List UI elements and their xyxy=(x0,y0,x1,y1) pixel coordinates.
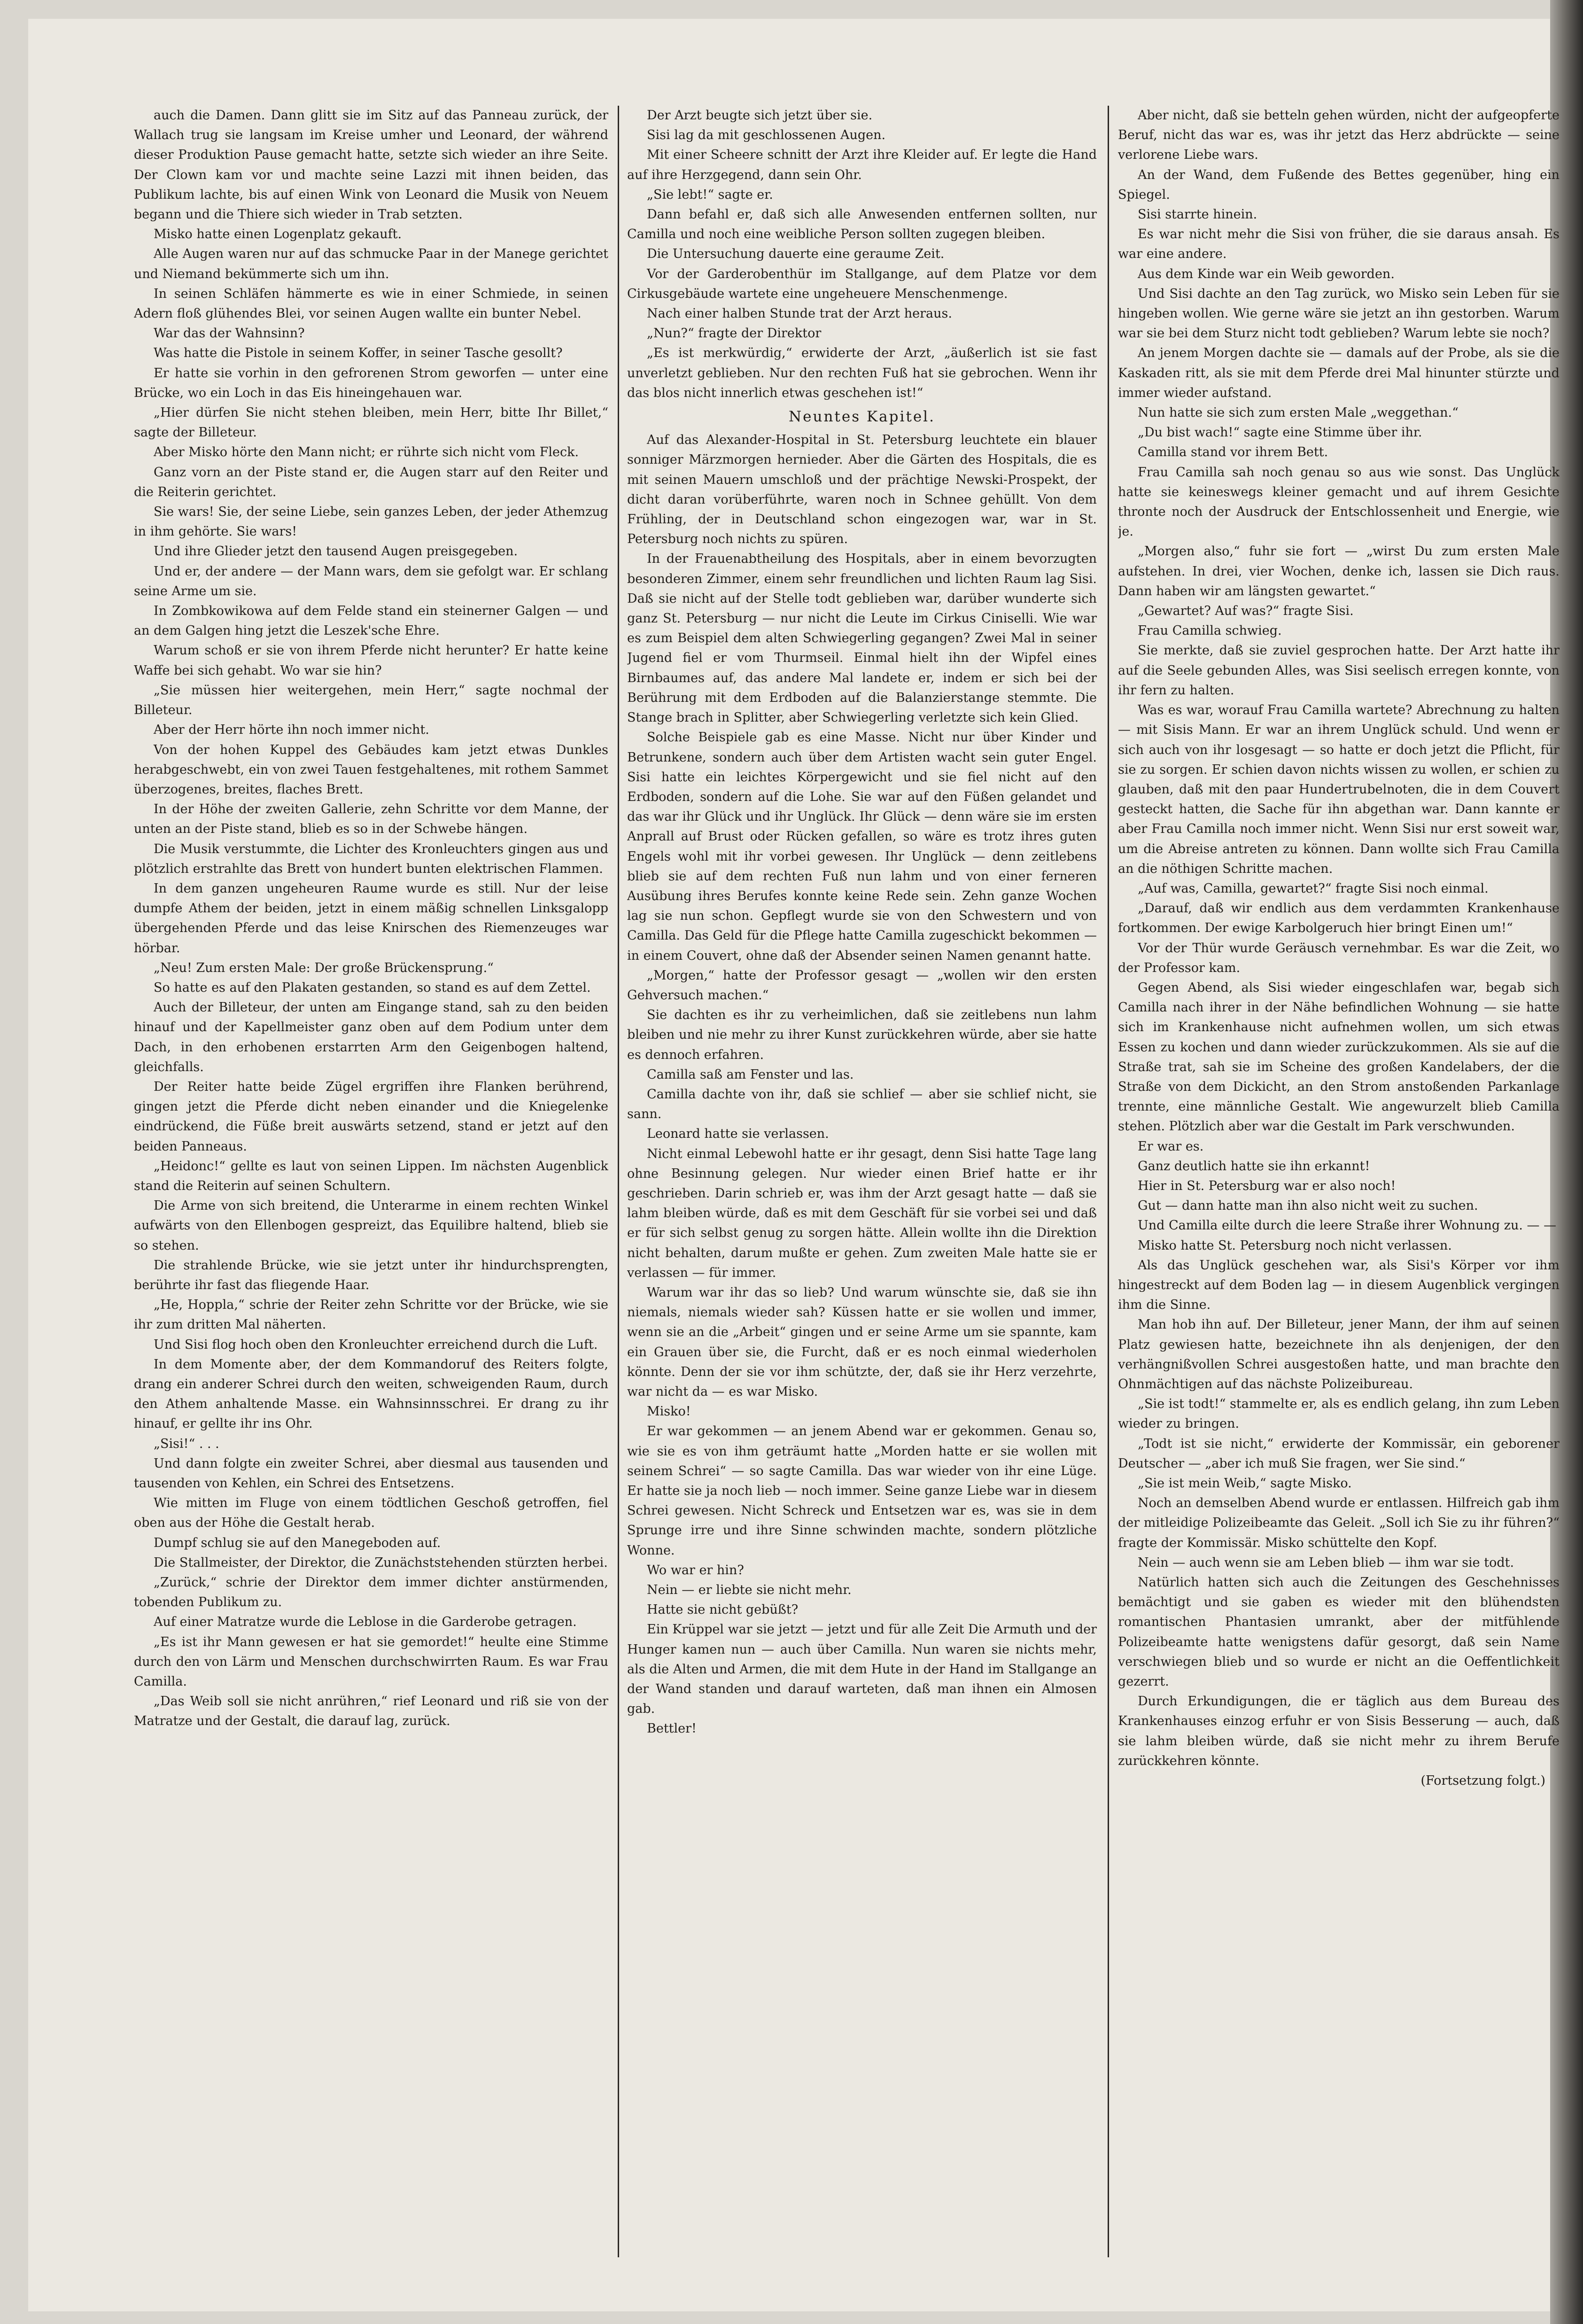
paragraph: Sie wars! Sie, der seine Liebe, sein ganzes Leben, der jeder Athemzug in ihm gehörte. Sie wars! xyxy=(134,505,608,539)
paragraph: Was es war, worauf Frau Camilla wartete? Abrechnung zu halten — mit Sisis Mann. Er war an ihrem Unglück schuld. Und wenn er sich auch von ihr losgesagt — so hatte er doch jetzt die Pflicht, für sie zu sorgen. Er schien davon nichts wissen zu wollen, er schien zu glauben, daß mit den paar Hundertrubelnoten, die in dem Couvert gesteckt hatten, die Sache für ihn abgethan war. Dann kannte er aber Frau Camilla noch immer nicht. Wenn Sisi nur erst soweit war, um die Abreise antreten zu können. Dann wollte sich Frau Camilla an die nöthigen Schritte machen. xyxy=(1118,703,1560,876)
column-2-doctor-section xyxy=(627,106,1097,403)
paragraph: Leonard hatte sie verlassen. xyxy=(647,1127,829,1142)
paragraph: „Es ist ihr Mann gewesen er hat sie gemordet!“ heulte eine Stimme durch den von Lärm und Menschen durchschwirrten Raum. Es war Frau Camilla. xyxy=(134,1634,608,1689)
paragraph: Hatte sie nicht gebüßt? xyxy=(647,1602,799,1617)
paragraph: „Sie müssen hier weitergehen, mein Herr,“ sagte nochmal der Billeteur. xyxy=(134,683,608,718)
paragraph: Vor der Thür wurde Geräusch vernehmbar. Es war die Zeit, wo der Professor kam. xyxy=(1118,940,1560,975)
paragraph: Gegen Abend, als Sisi wieder eingeschlafen war, begab sich Camilla nach ihrer in der Nähe befindlichen Wohnung — sie hatte sich im Krankenhause nicht aufnehmen wollen, um sich etwas Essen zu kochen und dann wieder zurückzukommen. Als sie auf die Straße trat, sah sie im Scheine des großen Kandelabers, der die Straße von dem Dickicht, an den Strom anstoßenden Parkanlage trennte, eine männliche Gestalt. Wie angewurzelt blieb Camilla stehen. Plötzlich aber war die Gestalt im Park verschwunden. xyxy=(1118,980,1560,1134)
paragraph: „Du bist wach!“ sagte eine Stimme über ihr. xyxy=(1138,425,1422,440)
paragraph: „He, Hoppla,“ schrie der Reiter zehn Schritte vor der Brücke, wie sie ihr zum dritten Mal näherten. xyxy=(134,1298,608,1332)
column-rule-2 xyxy=(1108,106,1109,2257)
paragraph: Man hob ihn auf. Der Billeteur, jener Mann, der ihm auf seinen Platz gewiesen hatte, bezeichnete ihn als denjenigen, der den verhängnißvollen Schrei ausgestoßen hatte, und man brachte den Ohnmächtigen auf das nächste Polizeibureau. xyxy=(1118,1317,1560,1391)
paragraph: Was hatte die Pistole in seinem Koffer, in seiner Tasche gesollt? xyxy=(154,346,563,361)
paragraph: „Zurück,“ schrie der Direktor dem immer dichter anstürmenden, tobenden Publikum zu. xyxy=(134,1575,608,1610)
paragraph: Die Untersuchung dauerte eine geraume Zeit. xyxy=(647,247,945,262)
paragraph: Solche Beispiele gab es eine Masse. Nicht nur über Kinder und Betrunkene, sondern auch über dem Artisten wacht sein guter Engel. Sisi hatte ein leichtes Körpergewicht und sie fiel nicht auf den Erdboden, sondern auf die Lohe. Sie war auf den Füßen gelandet und das war ihr Glück und ihr Unglück. Ihr Glück — denn wäre sie im ersten Anprall auf Brust oder Rücken gefallen, so wäre es trotz ihres guten Engels wohl mit ihr vorbei gewesen. Ihr Unglück — denn zeitlebens blieb sie auf dem rechten Fuß nun lahm und von einer ferneren Ausübung ihres Berufes konnte keine Rede sein. Zehn ganze Wochen lag sie nun schon. Gepflegt wurde sie von den Schwestern und von Camilla. Das Geld für die Pflege hatte Camilla zugeschickt bekommen — in einem Couvert, ohne daß der Absender seinen Namen genannt hatte. xyxy=(627,730,1097,963)
paragraph: Camilla saß am Fenster und las. xyxy=(647,1067,854,1082)
chapter-heading: Neuntes Kapitel. xyxy=(789,408,935,426)
paragraph: Und ihre Glieder jetzt den tausend Augen preisgegeben. xyxy=(154,544,518,559)
paragraph: Dann befahl er, daß sich alle Anwesenden entfernen sollten, nur Camilla und noch eine weibliche Person sollten zugegen bleiben. xyxy=(627,207,1097,242)
paragraph: „Sisi!“ . . . xyxy=(154,1436,219,1451)
paragraph: „Morgen also,“ fuhr sie fort — „wirst Du zum ersten Male aufstehen. In drei, vier Wochen, denke ich, lassen sie Dich raus. Dann haben wir am längsten gewartet.“ xyxy=(1118,544,1560,598)
paragraph: Sisi starrte hinein. xyxy=(1138,207,1257,222)
paragraph: Frau Camilla sah noch genau so aus wie sonst. Das Unglück hatte sie keineswegs kleiner gemacht und auf ihrem Gesichte thronte noch der Ausdruck der Entschlossenheit und Energie, wie je. xyxy=(1118,465,1560,539)
paragraph: Durch Erkundigungen, die er täglich aus dem Bureau des Krankenhauses einzog erfuhr er von Sisis Besserung — auch, daß sie lahm bleiben würde, daß sie nicht mehr zu ihrem Berufe zurückkehren könnte. xyxy=(1118,1694,1560,1768)
paragraph: Noch an demselben Abend wurde er entlassen. Hilfreich gab ihm der mitleidige Polizeibeamte das Geleit. „Soll ich Sie zu ihr führen?“ fragte der Kommissär. Misko schüttelte den Kopf. xyxy=(1118,1496,1560,1550)
paragraph: Aus dem Kinde war ein Weib geworden. xyxy=(1138,266,1395,281)
paragraph: Nun hatte sie sich zum ersten Male „weggethan.“ xyxy=(1138,405,1459,420)
paragraph: „Gewartet? Auf was?“ fragte Sisi. xyxy=(1138,604,1354,619)
paragraph: Vor der Garderobenthür im Stallgange, auf dem Platze vor dem Cirkusgebäude wartete eine ungeheuere Menschenmenge. xyxy=(627,266,1097,301)
paragraph: In seinen Schläfen hämmerte es wie in einer Schmiede, in seinen Adern floß glühendes Blei, vor seinen Augen wallte ein bunter Nebel. xyxy=(134,286,608,321)
paragraph: Die Musik verstummte, die Lichter des Kronleuchters gingen aus und plötzlich erstrahlte das Brett von hundert bunten elektrischen Flammen. xyxy=(134,841,608,876)
paragraph: Frau Camilla schwieg. xyxy=(1138,623,1282,638)
paragraph: Misko hatte einen Logenplatz gekauft. xyxy=(154,227,402,242)
paragraph: Die strahlende Brücke, wie sie jetzt unter ihr hindurchsprengten, berührte ihr fast das fliegende Haar. xyxy=(134,1258,608,1292)
paragraph: „Es ist merkwürdig,“ erwiderte der Arzt, „äußerlich ist sie fast unverletzt geblieben. Nur den rechten Fuß hat sie gebrochen. Wenn ihr das blos nicht innerlich etwas geschehen ist!“ xyxy=(627,346,1097,400)
paragraph: „Sie ist todt!“ stammelte er, als es endlich gelang, ihn zum Leben wieder zu bringen. xyxy=(1118,1397,1560,1431)
paragraph: Alle Augen waren nur auf das schmucke Paar in der Manege gerichtet und Niemand bekümmerte sich um ihn. xyxy=(134,247,608,281)
paragraph: „Sie lebt!“ sagte er. xyxy=(647,187,773,202)
paragraph: Wo war er hin? xyxy=(647,1562,744,1578)
paragraph: Er war es. xyxy=(1138,1139,1204,1154)
paragraph: In der Höhe der zweiten Gallerie, zehn Schritte vor dem Manne, der unten an der Piste stand, blieb es so in der Schwebe hängen. xyxy=(134,802,608,837)
paragraph: Aber nicht, daß sie betteln gehen würden, nicht der aufgeopferte Beruf, nicht das war es, was ihr jetzt das Herz abdrückte — seine verlorene Liebe wars. xyxy=(1118,108,1560,163)
paragraph: Sisi lag da mit geschlossenen Augen. xyxy=(647,128,886,143)
paragraph: Und Sisi flog hoch oben den Kronleuchter erreichend durch die Luft. xyxy=(154,1337,598,1352)
paragraph: Wie mitten im Fluge von einem tödtlichen Geschoß getroffen, fiel oben aus der Höhe die Gestalt herab. xyxy=(134,1496,608,1531)
column-3 xyxy=(1118,106,1560,2257)
column-2 xyxy=(627,106,1097,2257)
paragraph: „Neu! Zum ersten Male: Der große Brückensprung.“ xyxy=(154,960,494,975)
paragraph: Camilla dachte von ihr, daß sie schlief — aber sie schlief nicht, sie sann. xyxy=(627,1087,1097,1122)
text-columns xyxy=(134,106,1560,2257)
paragraph: Und dann folgte ein zweiter Schrei, aber diesmal aus tausenden und tausenden von Kehlen, ein Schrei des Entsetzens. xyxy=(134,1456,608,1491)
paragraph: Auch der Billeteur, der unten am Eingange stand, sah zu den beiden hinauf und der Kapellmeister ganz oben auf dem Podium unter dem Dach, in den erhobenen erstarrten Arm den Geigenbogen haltend, gleichfalls. xyxy=(134,1000,608,1074)
paragraph: „Sie ist mein Weib,“ sagte Misko. xyxy=(1138,1476,1352,1491)
paragraph: So hatte es auf den Plakaten gestanden, so stand es auf dem Zettel. xyxy=(154,980,591,995)
paragraph: Aber der Herr hörte ihn noch immer nicht. xyxy=(154,723,429,738)
paragraph: Und Camilla eilte durch die leere Straße ihrer Wohnung zu. — — xyxy=(1138,1218,1557,1233)
paragraph: Die Arme von sich breitend, die Unterarme in einem rechten Winkel aufwärts von den Ellenbogen gespreizt, das Equilibre haltend, blieb sie so stehen. xyxy=(134,1198,608,1253)
column-2-hospital-section xyxy=(627,430,1097,1739)
paragraph: Hier in St. Petersburg war er also noch! xyxy=(1138,1178,1396,1193)
paragraph: Der Arzt beugte sich jetzt über sie. xyxy=(647,108,873,123)
paragraph: Er hatte sie vorhin in den gefrorenen Strom geworfen — unter eine Brücke, wo ein Loch in das Eis hineingehauen war. xyxy=(134,365,608,400)
paragraph: Und er, der andere — der Mann wars, dem sie gefolgt war. Er schlang seine Arme um sie. xyxy=(134,564,608,598)
paragraph: Nicht einmal Lebewohl hatte er ihr gesagt, denn Sisi hatte Tage lang ohne Besinnung gelegen. Nur wieder einen Brief hatte er ihr geschrieben. Darin schrieb er, was ihm der Arzt gesagt hatte — daß sie lahm bleiben würde, daß es mit dem Geschäft für sie vorbei sei und daß er für sich selbst genug zu sorgen hätte. Allein wollte ihn die Direktion nicht behalten, darum mußte er gehen. Zum zweiten Male hatte sie er verlassen — für immer. xyxy=(627,1146,1097,1280)
paragraph: In Zombkowikowa auf dem Felde stand ein steinerner Galgen — und an dem Galgen hing jetzt die Leszek'sche Ehre. xyxy=(134,604,608,638)
paragraph: „Darauf, daß wir endlich aus dem verdammten Krankenhause fortkommen. Der ewige Karbolgeruch hier bringt Einen um!“ xyxy=(1118,901,1560,936)
paragraph: auch die Damen. Dann glitt sie im Sitz auf das Panneau zurück, der Wallach trug sie langsam im Kreise umher und Leonard, der während dieser Produktion Pause gemacht hatte, setzte sich wieder an ihre Seite. Der Clown kam vor und machte seine Lazzi mit ihnen beiden, das Publikum lachte, bis auf einen Wink von Leonard die Musik von Neuem begann und die Thiere sich wieder in Trab setzten. xyxy=(134,108,608,222)
paragraph: Camilla stand vor ihrem Bett. xyxy=(1138,445,1328,460)
paragraph: Nein — auch wenn sie am Leben blieb — ihm war sie todt. xyxy=(1138,1555,1514,1570)
paragraph: Gut — dann hatte man ihn also nicht weit zu suchen. xyxy=(1138,1198,1478,1213)
paragraph: Dumpf schlug sie auf den Manegeboden auf. xyxy=(154,1535,441,1550)
column-rule-1 xyxy=(618,106,619,2257)
paragraph: Als das Unglück geschehen war, als Sisi's Körper vor ihm hingestreckt auf dem Boden lag — in diesem Augenblick vergingen ihm die Sinne. xyxy=(1118,1258,1560,1313)
paragraph: Ganz vorn an der Piste stand er, die Augen starr auf den Reiter und die Reiterin gerichtet. xyxy=(134,465,608,499)
paragraph: Die Stallmeister, der Direktor, die Zunächststehenden stürzten herbei. xyxy=(154,1555,608,1570)
paragraph: Misko! xyxy=(647,1404,691,1419)
paragraph: Es war nicht mehr die Sisi von früher, die sie daraus ansah. Es war eine andere. xyxy=(1118,227,1560,262)
paragraph: In dem Momente aber, der dem Kommandoruf des Reiters folgte, drang ein anderer Schrei durch den weiten, schweigenden Raum, durch den Athem anhaltende Masse. ein Wahnsinnsschrei. Er drang zu ihr hinauf, er gellte ihr ins Ohr. xyxy=(134,1357,608,1431)
paragraph: Und Sisi dachte an den Tag zurück, wo Misko sein Leben für sie hingeben wollen. Wie gerne wäre sie jetzt an ihn gestorben. Warum war sie bei dem Sturz nicht todt geblieben? Warum lebte sie noch? xyxy=(1118,286,1560,341)
paragraph: Er war gekommen — an jenem Abend war er gekommen. Genau so, wie sie es von ihm geträumt hatte „Morden hatte er sie wollen mit seinem Schrei“ — so sagte Camilla. Das war wieder von ihr eine Lüge. Er hatte sie ja noch lieb — noch immer. Seine ganze Liebe war in diesem Schrei gewesen. Nicht Schreck und Entsetzen war es, was sie in dem Sprunge irre und ihre Sinne schwinden machte, sondern plötzliche Wonne. xyxy=(627,1424,1097,1558)
paragraph: Nach einer halben Stunde trat der Arzt heraus. xyxy=(647,306,952,321)
paragraph: Warum schoß er sie von ihrem Pferde nicht herunter? Er hatte keine Waffe bei sich gehabt. Wo war sie hin? xyxy=(134,643,608,678)
paragraph: Mit einer Scheere schnitt der Arzt ihre Kleider auf. Er legte die Hand auf ihre Herzgegend, dann sein Ohr. xyxy=(627,148,1097,182)
paragraph: Der Reiter hatte beide Zügel ergriffen ihre Flanken berührend, gingen jetzt die Pferde dicht neben einander und die Kniegelenke eindrückend, die Füße breit auswärts setzend, stand er jetzt auf den beiden Panneaus. xyxy=(134,1079,608,1154)
paragraph: An der Wand, dem Fußende des Bettes gegenüber, hing ein Spiegel. xyxy=(1118,167,1560,202)
paragraph: Bettler! xyxy=(647,1721,697,1736)
paragraph: Ein Krüppel war sie jetzt — jetzt und für alle Zeit Die Armuth und der Hunger kamen nun — auch über Camilla. Nun waren sie nichts mehr, als die Alten und Armen, die mit dem Hute in der Hand im Stallgange an der Wand standen und darauf warteten, daß man ihnen ein Almosen gab. xyxy=(627,1622,1097,1717)
column-1 xyxy=(134,106,608,2257)
paragraph: Sie merkte, daß sie zuviel gesprochen hatte. Der Arzt hatte ihr auf die Seele gebunden Alles, was Sisi seelisch erregen konnte, von ihr fern zu halten. xyxy=(1118,643,1560,698)
paragraph: Auf einer Matratze wurde die Leblose in die Garderobe getragen. xyxy=(154,1615,577,1630)
paragraph: „Morgen,“ hatte der Professor gesagt — „wollen wir den ersten Gehversuch machen.“ xyxy=(627,968,1097,1003)
paragraph: Von der hohen Kuppel des Gebäudes kam jetzt etwas Dunkles herabgeschwebt, ein von zwei Tauen festgehaltenes, mit rothem Sammet überzogenes, breites, flaches Brett. xyxy=(134,742,608,797)
column-3-text xyxy=(1118,106,1560,1771)
paragraph: „Todt ist sie nicht,“ erwiderte der Kommissär, ein geborener Deutscher — „aber ich muß Sie fragen, wer Sie sind.“ xyxy=(1118,1436,1560,1471)
paragraph: „Hier dürfen Sie nicht stehen bleiben, mein Herr, bitte Ihr Billet,“ sagte der Billeteur. xyxy=(134,405,608,440)
paragraph: Ganz deutlich hatte sie ihn erkannt! xyxy=(1138,1158,1370,1174)
paragraph: An jenem Morgen dachte sie — damals auf der Probe, als sie die Kaskaden ritt, als sie mit dem Pferde drei Mal hinunter stürzte und immer wieder aufstand. xyxy=(1118,346,1560,400)
paragraph: Warum war ihr das so lieb? Und warum wünschte sie, daß sie ihn niemals, niemals wieder sah? Küssen hatte er sie wollen und immer, wenn sie an die „Arbeit“ gingen und er seine Arme um sie spannte, kam ein Grauen über sie, die Furcht, daß er es noch einmal wiederholen könnte. Denn der sie vor ihm schützte, der, daß sie ihr Herz verzehrte, war nicht da — es war Misko. xyxy=(627,1285,1097,1399)
paragraph: Auf das Alexander-Hospital in St. Petersburg leuchtete ein blauer sonniger Märzmorgen hernieder. Aber die Gärten des Hospitals, die es mit seinen Mauern umschloß und der prächtige Newski-Prospekt, der dicht daran vorüberführte, waren noch in Schnee gehüllt. Von dem Frühling, der in Deutschland schon eingezogen war, war in St. Petersburg noch nichts zu spüren. xyxy=(627,433,1097,547)
paragraph: „Das Weib soll sie nicht anrühren,“ rief Leonard und riß sie von der Matratze und der Gestalt, die darauf lag, zurück. xyxy=(134,1694,608,1729)
paragraph: In dem ganzen ungeheuren Raume wurde es still. Nur der leise dumpfe Athem der beiden, jetzt in einem mäßig schnellen Linksgalopp übergehenden Pferde und das leise Knirschen des Riemenzeuges war hörbar. xyxy=(134,881,608,956)
paragraph: War das der Wahnsinn? xyxy=(154,326,305,341)
paragraph: „Heidonc!“ gellte es laut von seinen Lippen. Im nächsten Augenblick stand die Reiterin auf seinen Schultern. xyxy=(134,1158,608,1193)
paragraph: In der Frauenabtheilung des Hospitals, aber in einem bevorzugten besonderen Zimmer, einem sehr freundlichen und lichten Raum lag Sisi. Daß sie nicht auf der Stelle todt geblieben war, darüber wunderte sich ganz St. Petersburg — nur nicht die Leute im Cirkus Ciniselli. Wie war es zum Beispiel dem alten Schwiegerling gegangen? Zwei Mal in seiner Jugend fiel er vom Thurmseil. Einmal hielt ihn der Wipfel eines Birnbaumes auf, das andere Mal landete er, indem er sich bei der Berührung mit dem Erdboden auf die Balanzierstange stemmte. Die Stange brach in Splitter, aber Schwiegerling verletzte sich kein Glied. xyxy=(627,552,1097,725)
paragraph: Natürlich hatten sich auch die Zeitungen des Geschehnisses bemächtigt und sie gaben es wieder mit den blühendsten romantischen Phantasien umrankt, aber der mitfühlende Polizeibeamte hatte wenigstens dafür gesorgt, daß sein Name verschwiegen blieb und so wurde er nicht an die Oeffentlichkeit gezerrt. xyxy=(1118,1575,1560,1689)
continuation-note: (Fortsetzung folgt.) xyxy=(1420,1773,1545,1788)
paragraph: „Auf was, Camilla, gewartet?“ fragte Sisi noch einmal. xyxy=(1138,881,1489,896)
paragraph: „Nun?“ fragte der Direktor xyxy=(647,326,822,341)
paragraph: Nein — er liebte sie nicht mehr. xyxy=(647,1583,852,1598)
paragraph: Aber Misko hörte den Mann nicht; er rührte sich nicht vom Fleck. xyxy=(154,445,579,460)
paragraph: Misko hatte St. Petersburg noch nicht verlassen. xyxy=(1138,1238,1452,1253)
paragraph: Sie dachten es ihr zu verheimlichen, daß sie zeitlebens nun lahm bleiben und nie mehr zu ihrer Kunst zurückkehren würde, aber sie hatte es dennoch erfahren. xyxy=(627,1008,1097,1062)
